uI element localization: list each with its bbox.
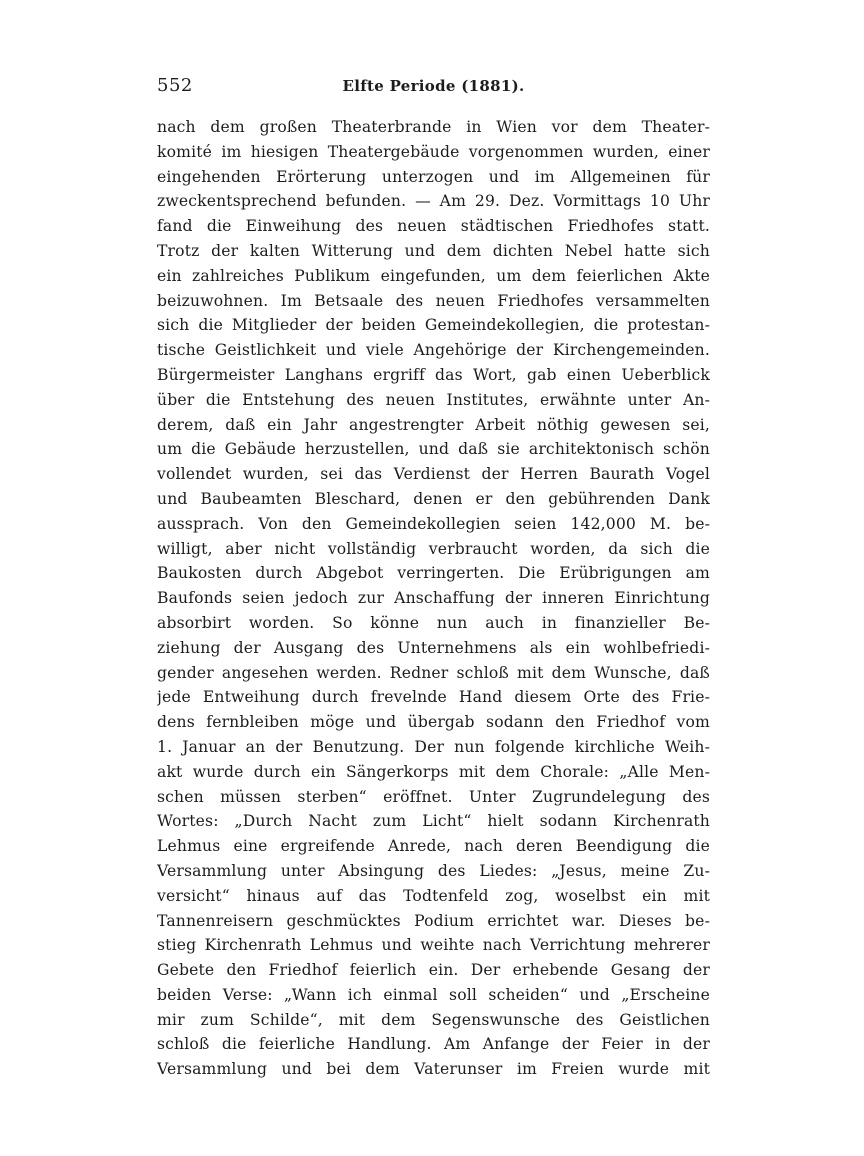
text-line: Baufonds seien jedoch zur Anschaffung der inneren Einrichtung (157, 589, 710, 608)
text-line: Trotz der kalten Witterung und dem dichten Nebel hatte sich (157, 241, 710, 260)
text-line: und Baubeamten Bleschard, denen er den gebührenden Dank (157, 489, 710, 508)
text-line: Lehmus eine ergreifende Anrede, nach deren Beendigung die (157, 837, 710, 856)
text-line: tische Geistlichkeit und viele Angehörige der Kirchengemeinden. (157, 341, 710, 360)
text-line: ein zahlreiches Publikum eingefunden, um dem feierlichen Akte (157, 266, 710, 285)
text-line: gender angesehen werden. Redner schloß mit dem Wunsche, daß (157, 663, 710, 682)
text-line: fand die Einweihung des neuen städtischen Friedhofes statt. (157, 217, 710, 236)
text-line: Bürgermeister Langhans ergriff das Wort, gab einen Ueberblick (157, 365, 710, 384)
text-line: Versammlung und bei dem Vaterunser im Freien wurde mit (157, 1060, 710, 1079)
text-line: 1. Januar an der Benutzung. Der nun folgende kirchliche Weih- (157, 737, 710, 756)
text-line: schloß die feierliche Handlung. Am Anfange der Feier in der (157, 1035, 710, 1054)
running-title: Elfte Periode (1881). (342, 77, 525, 95)
text-line: eingehenden Erörterung unterzogen und im Allgemeinen für (157, 167, 710, 186)
text-line: jede Entweihung durch frevelnde Hand diesem Orte des Frie- (157, 688, 710, 707)
text-line: sich die Mitglieder der beiden Gemeindekollegien, die protestan- (157, 316, 710, 335)
text-line: dens fernbleiben möge und übergab sodann den Friedhof vom (157, 713, 710, 732)
text-line: über die Entstehung des neuen Institutes, erwähnte unter An- (157, 390, 710, 409)
text-line: Gebete den Friedhof feierlich ein. Der erhebende Gesang der (157, 961, 710, 980)
text-line: versicht“ hinaus auf das Todtenfeld zog, woselbst ein mit (157, 886, 710, 905)
text-line: willigt, aber nicht vollständig verbraucht worden, da sich die (157, 539, 710, 558)
text-line: zweckentsprechend befunden. — Am 29. Dez. Vormittags 10 Uhr (157, 192, 710, 211)
body-text (157, 115, 710, 1082)
text-line: Wortes: „Durch Nacht zum Licht“ hielt sodann Kirchenrath (157, 812, 710, 831)
text-line: mir zum Schilde“, mit dem Segenswunsche des Geistlichen (157, 1010, 710, 1029)
text-line: absorbirt worden. So könne nun auch in finanzieller Be- (157, 613, 710, 632)
text-line: stieg Kirchenrath Lehmus und weihte nach Verrichtung mehrerer (157, 936, 710, 955)
text-line: akt wurde durch ein Sängerkorps mit dem Chorale: „Alle Men- (157, 762, 710, 781)
text-line: um die Gebäude herzustellen, und daß sie architektonisch schön (157, 440, 710, 459)
text-line: schen müssen sterben“ eröffnet. Unter Zugrundelegung des (157, 787, 710, 806)
text-line: Tannenreisern geschmücktes Podium errichtet war. Dieses be- (157, 911, 710, 930)
page-header (157, 74, 710, 100)
page-number: 552 (157, 75, 193, 96)
text-line: Baukosten durch Abgebot verringerten. Die Erübrigungen am (157, 564, 710, 583)
text-line: derem, daß ein Jahr angestrengter Arbeit nöthig gewesen sei, (157, 415, 710, 434)
text-line: Versammlung unter Absingung des Liedes: „Jesus, meine Zu- (157, 861, 710, 880)
text-line: komité im hiesigen Theatergebäude vorgenommen wurden, einer (157, 142, 710, 161)
text-line: ziehung der Ausgang des Unternehmens als ein wohlbefriedi- (157, 638, 710, 657)
text-line: beizuwohnen. Im Betsaale des neuen Friedhofes versammelten (157, 291, 710, 310)
text-line: aussprach. Von den Gemeindekollegien seien 142,000 M. be- (157, 514, 710, 533)
text-line: nach dem großen Theaterbrande in Wien vor dem Theater- (157, 118, 710, 136)
text-line: beiden Verse: „Wann ich einmal soll scheiden“ und „Erscheine (157, 985, 710, 1004)
text-line: vollendet wurden, sei das Verdienst der Herren Baurath Vogel (157, 465, 710, 484)
